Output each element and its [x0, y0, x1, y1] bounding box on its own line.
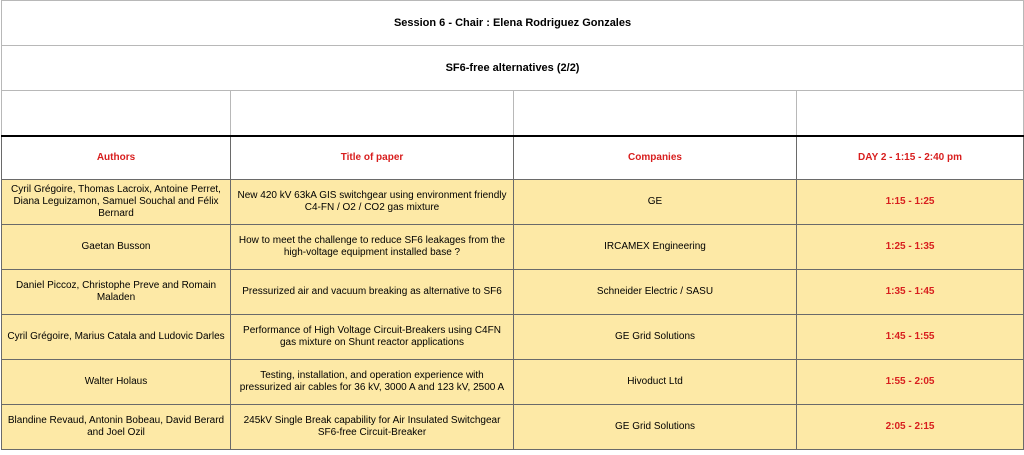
table-row [2, 405, 1024, 450]
company-cell: Hivoduct Ltd [514, 360, 797, 405]
header-companies: Companies [514, 136, 797, 180]
authors-cell: Cyril Grégoire, Marius Catala and Ludovic Darles [2, 315, 231, 360]
header-day: DAY 2 - 1:15 - 2:40 pm [797, 136, 1024, 180]
table-row [2, 270, 1024, 315]
blank-cell [797, 91, 1024, 137]
title-cell: Pressurized air and vacuum breaking as alternative to SF6 [231, 270, 514, 315]
company-cell: GE Grid Solutions [514, 315, 797, 360]
title-cell: How to meet the challenge to reduce SF6 leakages from the high-voltage equipment installed base ? [231, 225, 514, 270]
authors-cell: Daniel Piccoz, Christophe Preve and Romain Maladen [2, 270, 231, 315]
authors-cell: Cyril Grégoire, Thomas Lacroix, Antoine Perret, Diana Leguizamon, Samuel Souchal and Félix Bernard [2, 180, 231, 225]
authors-cell: Walter Holaus [2, 360, 231, 405]
blank-cell [2, 91, 231, 137]
session-title: Session 6 - Chair : Elena Rodriguez Gonzales [2, 1, 1024, 46]
session-title-row [2, 1, 1024, 46]
table-row [2, 225, 1024, 270]
session-subtitle: SF6-free alternatives (2/2) [2, 46, 1024, 91]
company-cell: GE [514, 180, 797, 225]
header-title: Title of paper [231, 136, 514, 180]
time-cell: 2:05 - 2:15 [797, 405, 1024, 450]
title-cell: Performance of High Voltage Circuit-Breakers using C4FN gas mixture on Shunt reactor applications [231, 315, 514, 360]
blank-row [2, 91, 1024, 137]
table-row [2, 315, 1024, 360]
time-cell: 1:35 - 1:45 [797, 270, 1024, 315]
subtitle-row [2, 46, 1024, 91]
header-authors: Authors [2, 136, 231, 180]
company-cell: GE Grid Solutions [514, 405, 797, 450]
time-cell: 1:45 - 1:55 [797, 315, 1024, 360]
session-schedule-table [1, 0, 1024, 450]
blank-cell [514, 91, 797, 137]
column-header-row [2, 136, 1024, 180]
company-cell: Schneider Electric / SASU [514, 270, 797, 315]
blank-cell [231, 91, 514, 137]
title-cell: 245kV Single Break capability for Air Insulated Switchgear SF6-free Circuit-Breaker [231, 405, 514, 450]
title-cell: Testing, installation, and operation experience with pressurized air cables for 36 kV, 3000 A and 123 kV, 2500 A [231, 360, 514, 405]
title-cell: New 420 kV 63kA GIS switchgear using environment friendly C4-FN / O2 / CO2 gas mixture [231, 180, 514, 225]
time-cell: 1:25 - 1:35 [797, 225, 1024, 270]
time-cell: 1:55 - 2:05 [797, 360, 1024, 405]
company-cell: IRCAMEX Engineering [514, 225, 797, 270]
authors-cell: Blandine Revaud, Antonin Bobeau, David Berard and Joel Ozil [2, 405, 231, 450]
authors-cell: Gaetan Busson [2, 225, 231, 270]
table-row [2, 180, 1024, 225]
time-cell: 1:15 - 1:25 [797, 180, 1024, 225]
table-row [2, 360, 1024, 405]
